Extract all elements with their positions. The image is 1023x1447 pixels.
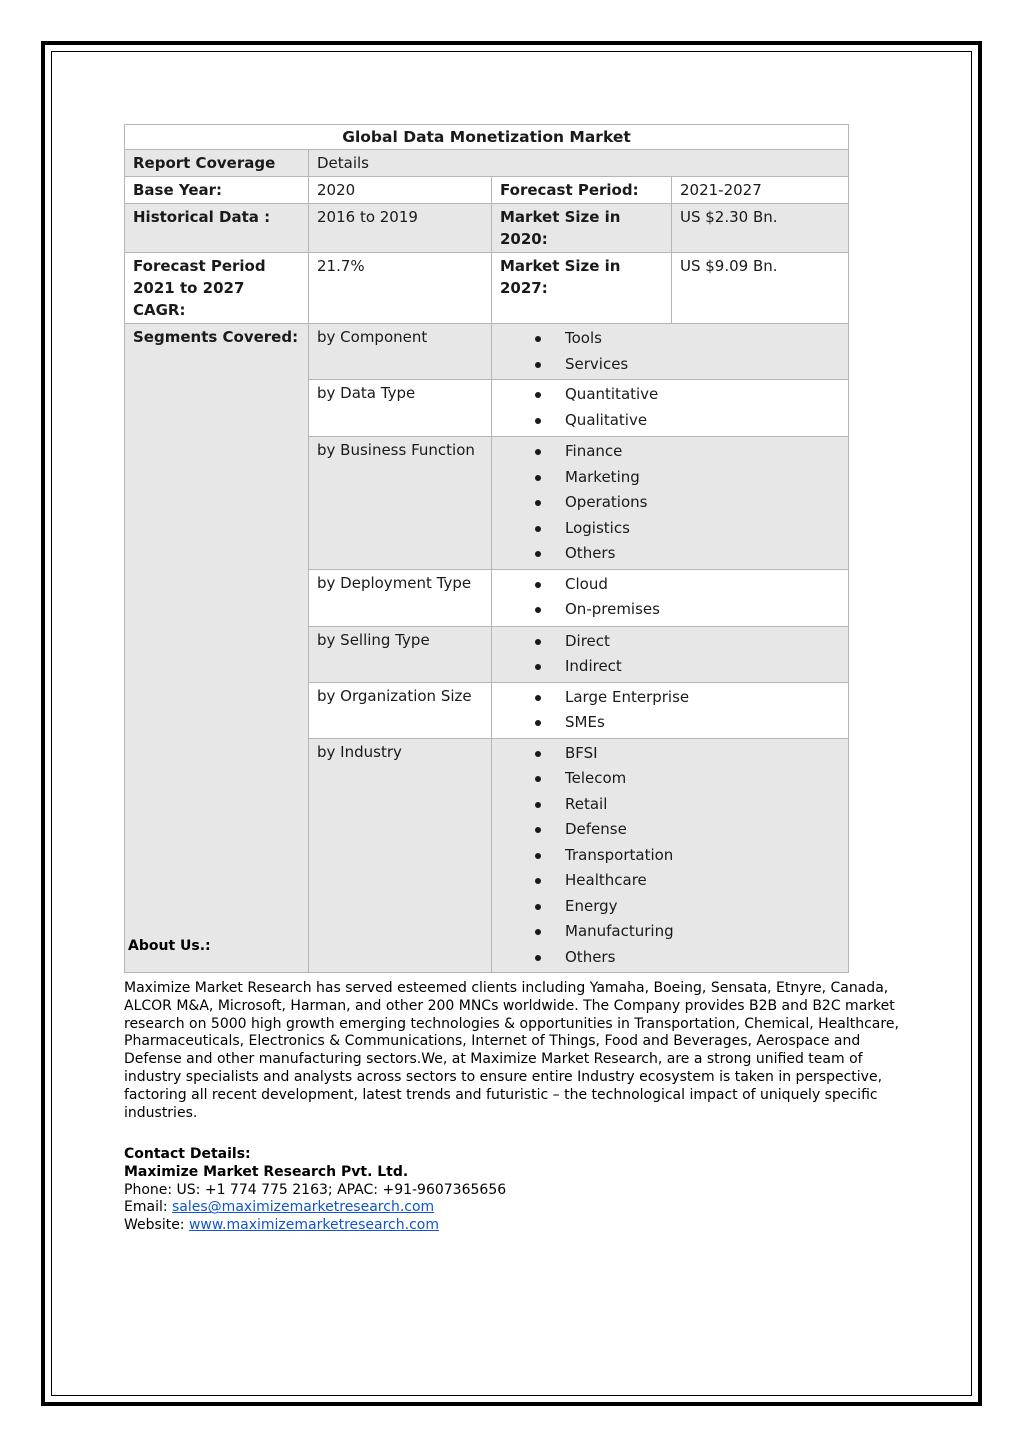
market-size-2027-value: US $9.09 Bn. <box>672 253 849 324</box>
segment-items <box>492 380 849 437</box>
list-item: Marketing <box>530 465 840 491</box>
list-item: BFSI <box>530 741 840 767</box>
segment-name: by Industry <box>309 738 492 973</box>
company-name: Maximize Market Research Pvt. Ltd. <box>124 1163 409 1180</box>
list-item: Operations <box>530 490 840 516</box>
list-item: Cloud <box>530 572 840 598</box>
phone-line: Phone: US: +1 774 775 2163; APAC: +91-9607365656 <box>124 1181 507 1198</box>
header-report-coverage: Report Coverage <box>125 150 309 177</box>
forecast-period-label: Forecast Period: <box>492 177 672 204</box>
list-item: Defense <box>530 817 840 843</box>
list-item: Qualitative <box>530 408 840 434</box>
segment-items <box>492 682 849 738</box>
email-link[interactable]: sales@maximizemarketresearch.com <box>172 1199 435 1216</box>
email-label: Email: <box>124 1199 173 1216</box>
base-year-label: Base Year: <box>125 177 309 204</box>
segment-name: by Data Type <box>309 380 492 437</box>
list-item: Quantitative <box>530 382 840 408</box>
contact-section <box>124 1146 904 1235</box>
list-item: Healthcare <box>530 868 840 894</box>
email-line <box>124 1199 904 1217</box>
base-year-value: 2020 <box>309 177 492 204</box>
list-item: Manufacturing <box>530 919 840 945</box>
segment-name: by Selling Type <box>309 626 492 682</box>
market-report-table <box>124 124 849 973</box>
segment-items <box>492 569 849 626</box>
website-line <box>124 1217 904 1235</box>
forecast-period-value: 2021-2027 <box>672 177 849 204</box>
list-item: Indirect <box>530 654 840 680</box>
list-item: Tools <box>530 326 840 352</box>
list-item: On-premises <box>530 597 840 623</box>
segment-items <box>492 626 849 682</box>
segment-items <box>492 324 849 380</box>
list-item: Transportation <box>530 843 840 869</box>
list-item: Finance <box>530 439 840 465</box>
list-item: Others <box>530 541 840 567</box>
market-size-2027-label: Market Size in 2027: <box>492 253 672 324</box>
list-item: Logistics <box>530 516 840 542</box>
about-paragraph: Maximize Market Research has served esteemed clients including Yamaha, Boeing, Sensata, Etnyre, Canada, ALCOR M&A, Microsoft, Harman, and other 200 MNCs worldwide. The Company provides B2B and B2C market research on 5000 high growth emerging technologies & opportunities in Transportation, Chemical, Healthcare, Pharmaceuticals, Electronics & Communications, Internet of Things, Food and Beverages, Aerospace and Defense and other manufacturing sectors.We, at Maximize Market Research, are a strong unified team of industry specialists and analysts across sectors to ensure entire Industry ecosystem is taken in perspective, factoring all recent development, latest trends and futuristic – the technological impact of uniquely specific industries. <box>124 980 899 1121</box>
contact-heading: Contact Details: <box>124 1146 251 1162</box>
list-item: Others <box>530 945 840 971</box>
list-item: Energy <box>530 894 840 920</box>
list-item: Telecom <box>530 766 840 792</box>
list-item: Large Enterprise <box>530 685 840 711</box>
historical-data-value: 2016 to 2019 <box>309 204 492 253</box>
table-title: Global Data Monetization Market <box>125 125 849 150</box>
about-heading: About Us.: <box>128 938 211 954</box>
header-details: Details <box>309 150 849 177</box>
historical-data-label: Historical Data : <box>125 204 309 253</box>
cagr-value: 21.7% <box>309 253 492 324</box>
list-item: SMEs <box>530 710 840 736</box>
list-item: Services <box>530 352 840 378</box>
segments-covered-label: Segments Covered: <box>125 324 309 973</box>
segment-items <box>492 437 849 570</box>
website-label: Website: <box>124 1217 189 1234</box>
list-item: Retail <box>530 792 840 818</box>
segment-name: by Deployment Type <box>309 569 492 626</box>
market-size-2020-label: Market Size in 2020: <box>492 204 672 253</box>
segment-name: by Component <box>309 324 492 380</box>
segment-name: by Organization Size <box>309 682 492 738</box>
list-item: Direct <box>530 629 840 655</box>
market-size-2020-value: US $2.30 Bn. <box>672 204 849 253</box>
cagr-label: Forecast Period 2021 to 2027 CAGR: <box>125 253 309 324</box>
segment-name: by Business Function <box>309 437 492 570</box>
website-link[interactable]: www.maximizemarketresearch.com <box>188 1217 439 1234</box>
